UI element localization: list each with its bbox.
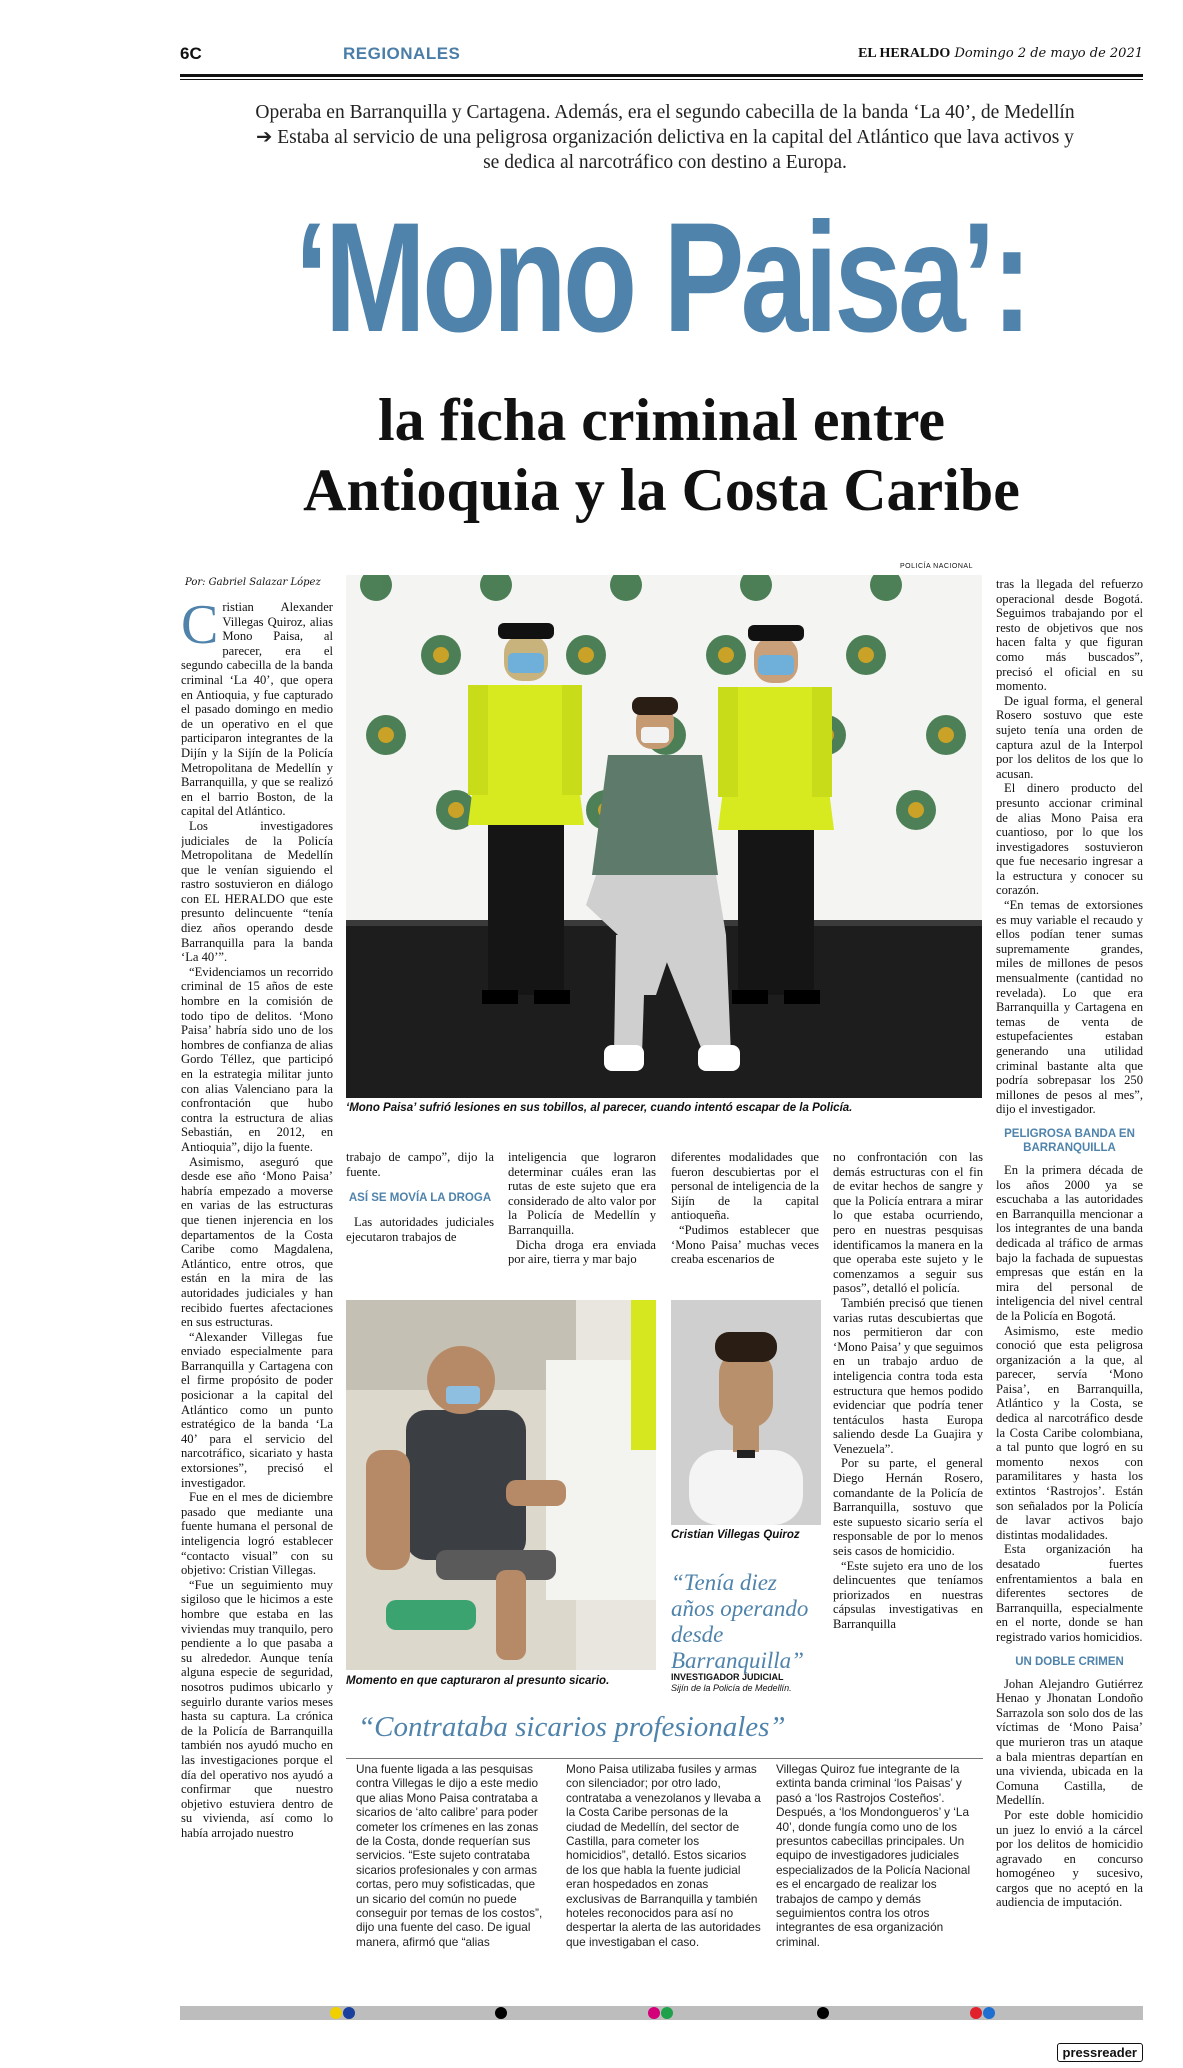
paragraph: trabajo de campo”, dijo la fuente.	[346, 1150, 494, 1179]
paper-name: EL HERALDO	[858, 46, 951, 61]
paragraph: Las autoridades judiciales ejecutaron trabajos de	[346, 1215, 494, 1244]
article-deck: Operaba en Barranquilla y Cartagena. Además, era el segundo cabecilla de la banda ‘La 40’, de Medellín ➔ Estaba al servicio de una peligrosa organización delictiva en la capital del Atlántico que lava activos y se dedica al narcotráfico con destino a Europa.	[255, 102, 1075, 173]
paragraph: “En temas de extorsiones es muy variable el recaudo y ellos podían tener sumas supremamente grandes, miles de millones de pesos mensualmente (cantidad no revelada). Lo que era Barranquilla y Cartagena en temas de venta de estupefacientes estaban generando una utilidad criminal bastante alta que podría sobrepasar los 250 millones de pesos al mes”, dijo el investigador.	[996, 898, 1143, 1117]
paragraph: inteligencia que lograron determinar cuáles eran las rutas de este sujeto que era considerado de alto valor por la Policía de Medellín y Barranquilla.	[508, 1150, 656, 1237]
paragraph: “Evidenciamos un recorrido criminal de 15 años de este hombre en la comisión de todo tipo de delitos. ‘Mono Paisa’ habría sido uno de los hombres de confianza de alias Gordo Téllez, que participó en la estrategia militar junto con alias Valenciano para la confrontación que hubo contra la estructura de alias Sebastián, en 2012, en Antioquia”, dijo la fuente.	[181, 964, 333, 1154]
paragraph: Fue en el mes de diciembre pasado que mediante una fuente humana el personal de inteligencia logró establecer “contacto visual” con su objetivo: Cristian Villegas.	[181, 1490, 333, 1578]
paragraph: “Alexander Villegas fue enviado especialmente para Barranquilla y Cartagena con el firme propósito de poder posicionar a la capital del Atlántico como un punto estratégico de la banda ‘La 40’ para el servicio del narcotráfico, sicariato y hasta extorsiones”, precisó el investigador.	[181, 1329, 333, 1490]
page-number: 6C	[180, 44, 202, 63]
paragraph: Asimismo, este medio conoció que esta peligrosa organización a la que, al parecer, servía ‘Mono Paisa’, en Barranquilla, Atlántico y la Costa, se dedica al narcotráfico desde la Costa Caribe colombiana, a tal punto que logró en su momento nexos con paramilitares y hasta los extintos ‘Rastrojos’. Están son señalados por la Policía de lavar activos bajo distintas modalidades.	[996, 1323, 1143, 1542]
issue-date: Domingo 2 de mayo de 2021	[954, 46, 1143, 61]
pull-quote-source-title: INVESTIGADOR JUDICIAL	[671, 1672, 784, 1682]
byline: Por: Gabriel Salazar López	[185, 577, 321, 588]
paragraph: En la primera década de los años 2000 ya se escuchaba a las autoridades en Barranquilla mencionar a los integrantes de una banda dedicada al tráfico de armas bajo la fachada de supuestas empresas que están en la mira del personal de inteligencia del nivel central de la Policía en Bogotá.	[996, 1162, 1143, 1323]
subheadline-line-2: Antioquia y la Costa Caribe	[303, 457, 1020, 523]
paragraph: ristian Alexander Villegas Quiroz, alias Mono Paisa, al parecer, era el segundo cabecilla de la banda criminal ‘La 40’, que opera en Antioquia, y fue capturado el pasado domingo en medio de un operativo en el que participaron integrantes de la Dijín y la Sijín de la Policía Metropolitana de Medellín y Barranquilla, y que se realizó en el barrio Boston, de la capital del Atlántico.	[181, 600, 333, 819]
article-column-4	[671, 1150, 819, 1267]
box-column-2: Mono Paisa utilizaba fusiles y armas con silenciador; por otro lado, contrataba a venezolanos y llevaba a la Costa Caribe personas de la ciudad de Medellín, del sector de Castilla, para cometer los homicidios”, detalló. Estos sicarios de los que habla la fuente judicial eran hospedados en zonas exclusivas de Barranquilla y también hoteles reconocidos para así no despertar la alerta de las autoridades que investigaban el caso.	[566, 1762, 761, 1949]
article-column-2	[346, 1150, 494, 1244]
article-column-5	[833, 1150, 983, 1700]
header-rule	[180, 74, 1143, 77]
main-photo	[346, 575, 982, 1098]
registration-dot	[343, 2007, 355, 2019]
portrait-photo	[671, 1300, 821, 1525]
main-photo-illustration	[346, 575, 982, 1098]
subhead-peligrosa-banda: PELIGROSA BANDA EN BARRANQUILLA	[1004, 1127, 1135, 1154]
paragraph: Esta organización ha desatado fuertes enfrentamientos a bala en diferentes sectores de Barranquilla, especialmente en el norte, donde se han registrado varios homicidios.	[996, 1542, 1143, 1644]
registration-dot	[661, 2007, 673, 2019]
main-photo-caption: ‘Mono Paisa’ sufrió lesiones en sus tobillos, al parecer, cuando intentó escapar de la Policía.	[346, 1102, 853, 1114]
article-column-3	[508, 1150, 656, 1267]
portrait-photo-illustration	[671, 1300, 821, 1525]
paragraph: Johan Alejandro Gutiérrez Henao y Jhonatan Londoño Sarrazola son solo dos de las víctimas de ‘Mono Paisa’ que murieron tras un ataque a bala mientras departían en una vivienda, ubicada en la Comuna Castilla, de Medellín.	[996, 1676, 1143, 1808]
paragraph: diferentes modalidades que fueron descubiertas por el personal de inteligencia de la Sijín de la capital antioqueña.	[671, 1150, 819, 1223]
article-column-1	[181, 600, 333, 2002]
box-title: “Contrataba sicarios profesionales”	[358, 1711, 786, 1743]
masthead	[858, 46, 1143, 62]
paragraph: tras la llegada del refuerzo operacional desde Bogotá. Seguimos trabajando por el resto de objetivos que nos hacen falta y que figuran como más buscados”, precisó el oficial en su momento.	[996, 577, 1143, 694]
registration-dot	[648, 2007, 660, 2019]
subheadline-line-1: la ficha criminal entre	[377, 387, 946, 453]
registration-dot	[495, 2007, 507, 2019]
paragraph: no confrontación con las demás estructuras con el fin de evitar hechos de sangre y que la Policía entrara a mirar lo que estaba ocurriendo, pero en nuestras pesquisas identificamos la manera en la que operaba este sujeto y le comenzamos a seguir sus pasos”, detalló el policía.	[833, 1150, 983, 1296]
box-rule	[346, 1758, 983, 1759]
capture-photo-illustration	[346, 1300, 656, 1670]
pull-quote-source	[671, 1672, 826, 1694]
paragraph: “Fue un seguimiento muy sigiloso que le hicimos a este hombre que estaba en las viviendas muy tranquilo, pero pendiente a lo que pasaba a su alrededor. Aunque tenía alguna especie de seguridad, nosotros pudimos ubicarlo y seguirlo durante varios meses hasta su captura. La crónica de la Policía de Barranquilla también nos ayudó mucho en las investigaciones porque el día del operativo nos ayudó a confirmar que nuestro objetivo estuviera dentro de su vivienda, así como lo había arrojado nuestro	[181, 1577, 333, 1840]
article-column-6	[996, 577, 1143, 2002]
portrait-photo-caption: Cristian Villegas Quiroz	[671, 1529, 800, 1541]
paragraph: Dicha droga era enviada por aire, tierra y mar bajo	[508, 1237, 656, 1267]
photo-credit: POLICÍA NACIONAL	[900, 563, 973, 570]
pull-quote-source-org: Sijín de la Policía de Medellín.	[671, 1683, 792, 1693]
registration-dot	[330, 2007, 342, 2019]
subhead-droga: ASÍ SE MOVÍA LA DROGA	[348, 1192, 492, 1205]
registration-dot	[817, 2007, 829, 2019]
paragraph: De igual forma, el general Rosero sostuvo que este sujeto tenía una orden de captura azul de la Interpol por los delitos de los que lo acusan.	[996, 693, 1143, 781]
sidebar-box	[346, 1700, 983, 2000]
subheadline	[180, 385, 1143, 525]
registration-dot	[983, 2007, 995, 2019]
paragraph: Los investigadores judiciales de la Policía Metropolitana de Medellín que le venían siguiendo el rastro sostuvieron en diálogo con EL HERALDO que este presunto delincuente “tenía diez años operando desde Barranquilla para la banda ‘La 40’”.	[181, 818, 333, 965]
paragraph: “Este sujeto era uno de los delincuentes que teníamos priorizados en nuestras cápsulas investigativas en Barranquilla	[833, 1558, 983, 1631]
registration-dot	[970, 2007, 982, 2019]
paragraph: Por su parte, el general Diego Hernán Rosero, comandante de la Policía de Barranquilla, sostuvo que este supuesto sicario sería el responsable de por lo menos seis casos de homicidio.	[833, 1456, 983, 1559]
box-column-3: Villegas Quiroz fue integrante de la extinta banda criminal ‘los Paisas’ y pasó a ‘los Rastrojos Costeños’. Después, a ‘los Mondongueros’ y ‘La 40’, donde fungía como uno de los presuntos cabecillas principales. Un equipo de investigadores judiciales especializados de la Policía Nacional es el encargado de realizar los trabajos de campo y demás seguimientos contra los otros integrantes de esa organización criminal.	[776, 1762, 971, 1949]
section-name: REGIONALES	[343, 44, 461, 63]
paragraph: Por este doble homicidio un juez lo envió a la cárcel por los delitos de homicidio agravado en concurso homogéneo y sucesivo, cargos que no aceptó en la audiencia de imputación.	[996, 1807, 1143, 1910]
pressreader-badge: pressreader	[1057, 2043, 1143, 2062]
paragraph: Asimismo, aseguró que desde ese año ‘Mono Paisa’ habría empezado a moverse en varias de las estructuras que tienen injerencia en los departamentos de la Costa Caribe como Magdalena, Atlántico, entre otros, que están en la mira de las autoridades judiciales y han recibido fuertes afectaciones en sus estructuras.	[181, 1154, 333, 1330]
pull-quote: “Tenía diez años operando desde Barranquilla”	[671, 1570, 809, 1673]
paragraph: También precisó que tienen varias rutas descubiertas que nos permitieron dar con ‘Mono Paisa’ y que seguimos en un trabajo arduo de inteligencia contra toda esta estructura que hemos podido evidenciar que podría tener tentáculos hasta Europa saliendo desde La Guajira y Venezuela”.	[833, 1295, 983, 1456]
headline: ‘Mono Paisa’:	[294, 191, 1029, 365]
box-column-1: Una fuente ligada a las pesquisas contra Villegas le dijo a este medio que alias Mono Paisa contrataba a sicarios de ‘alto calibre’ para poder cometer los crímenes en las zonas de la Costa, donde requerían sus servicios. “Este sujeto contrataba sicarios profesionales y con armas cortas, pero muy sofisticadas, que un sicario del común no puede conseguir por temas de los costos”, dijo una fuente del caso. De igual manera, afirmó que “alias	[356, 1762, 543, 1949]
header-rule-thin	[180, 79, 1143, 80]
dropcap: C	[181, 600, 219, 656]
paragraph: “Pudimos establecer que ‘Mono Paisa’ muchas veces creaba escenarios de	[671, 1222, 819, 1267]
subhead-doble-crimen: UN DOBLE CRIMEN	[1015, 1655, 1124, 1668]
capture-photo-caption: Momento en que capturaron al presunto sicario.	[346, 1675, 610, 1687]
paragraph: El dinero producto del presunto accionar criminal de alias Mono Paisa era cuantioso, por lo que los investigadores sostuvieron que fue necesario ingresar a la estructura y conocer su corazón.	[996, 781, 1143, 898]
capture-photo	[346, 1300, 656, 1670]
